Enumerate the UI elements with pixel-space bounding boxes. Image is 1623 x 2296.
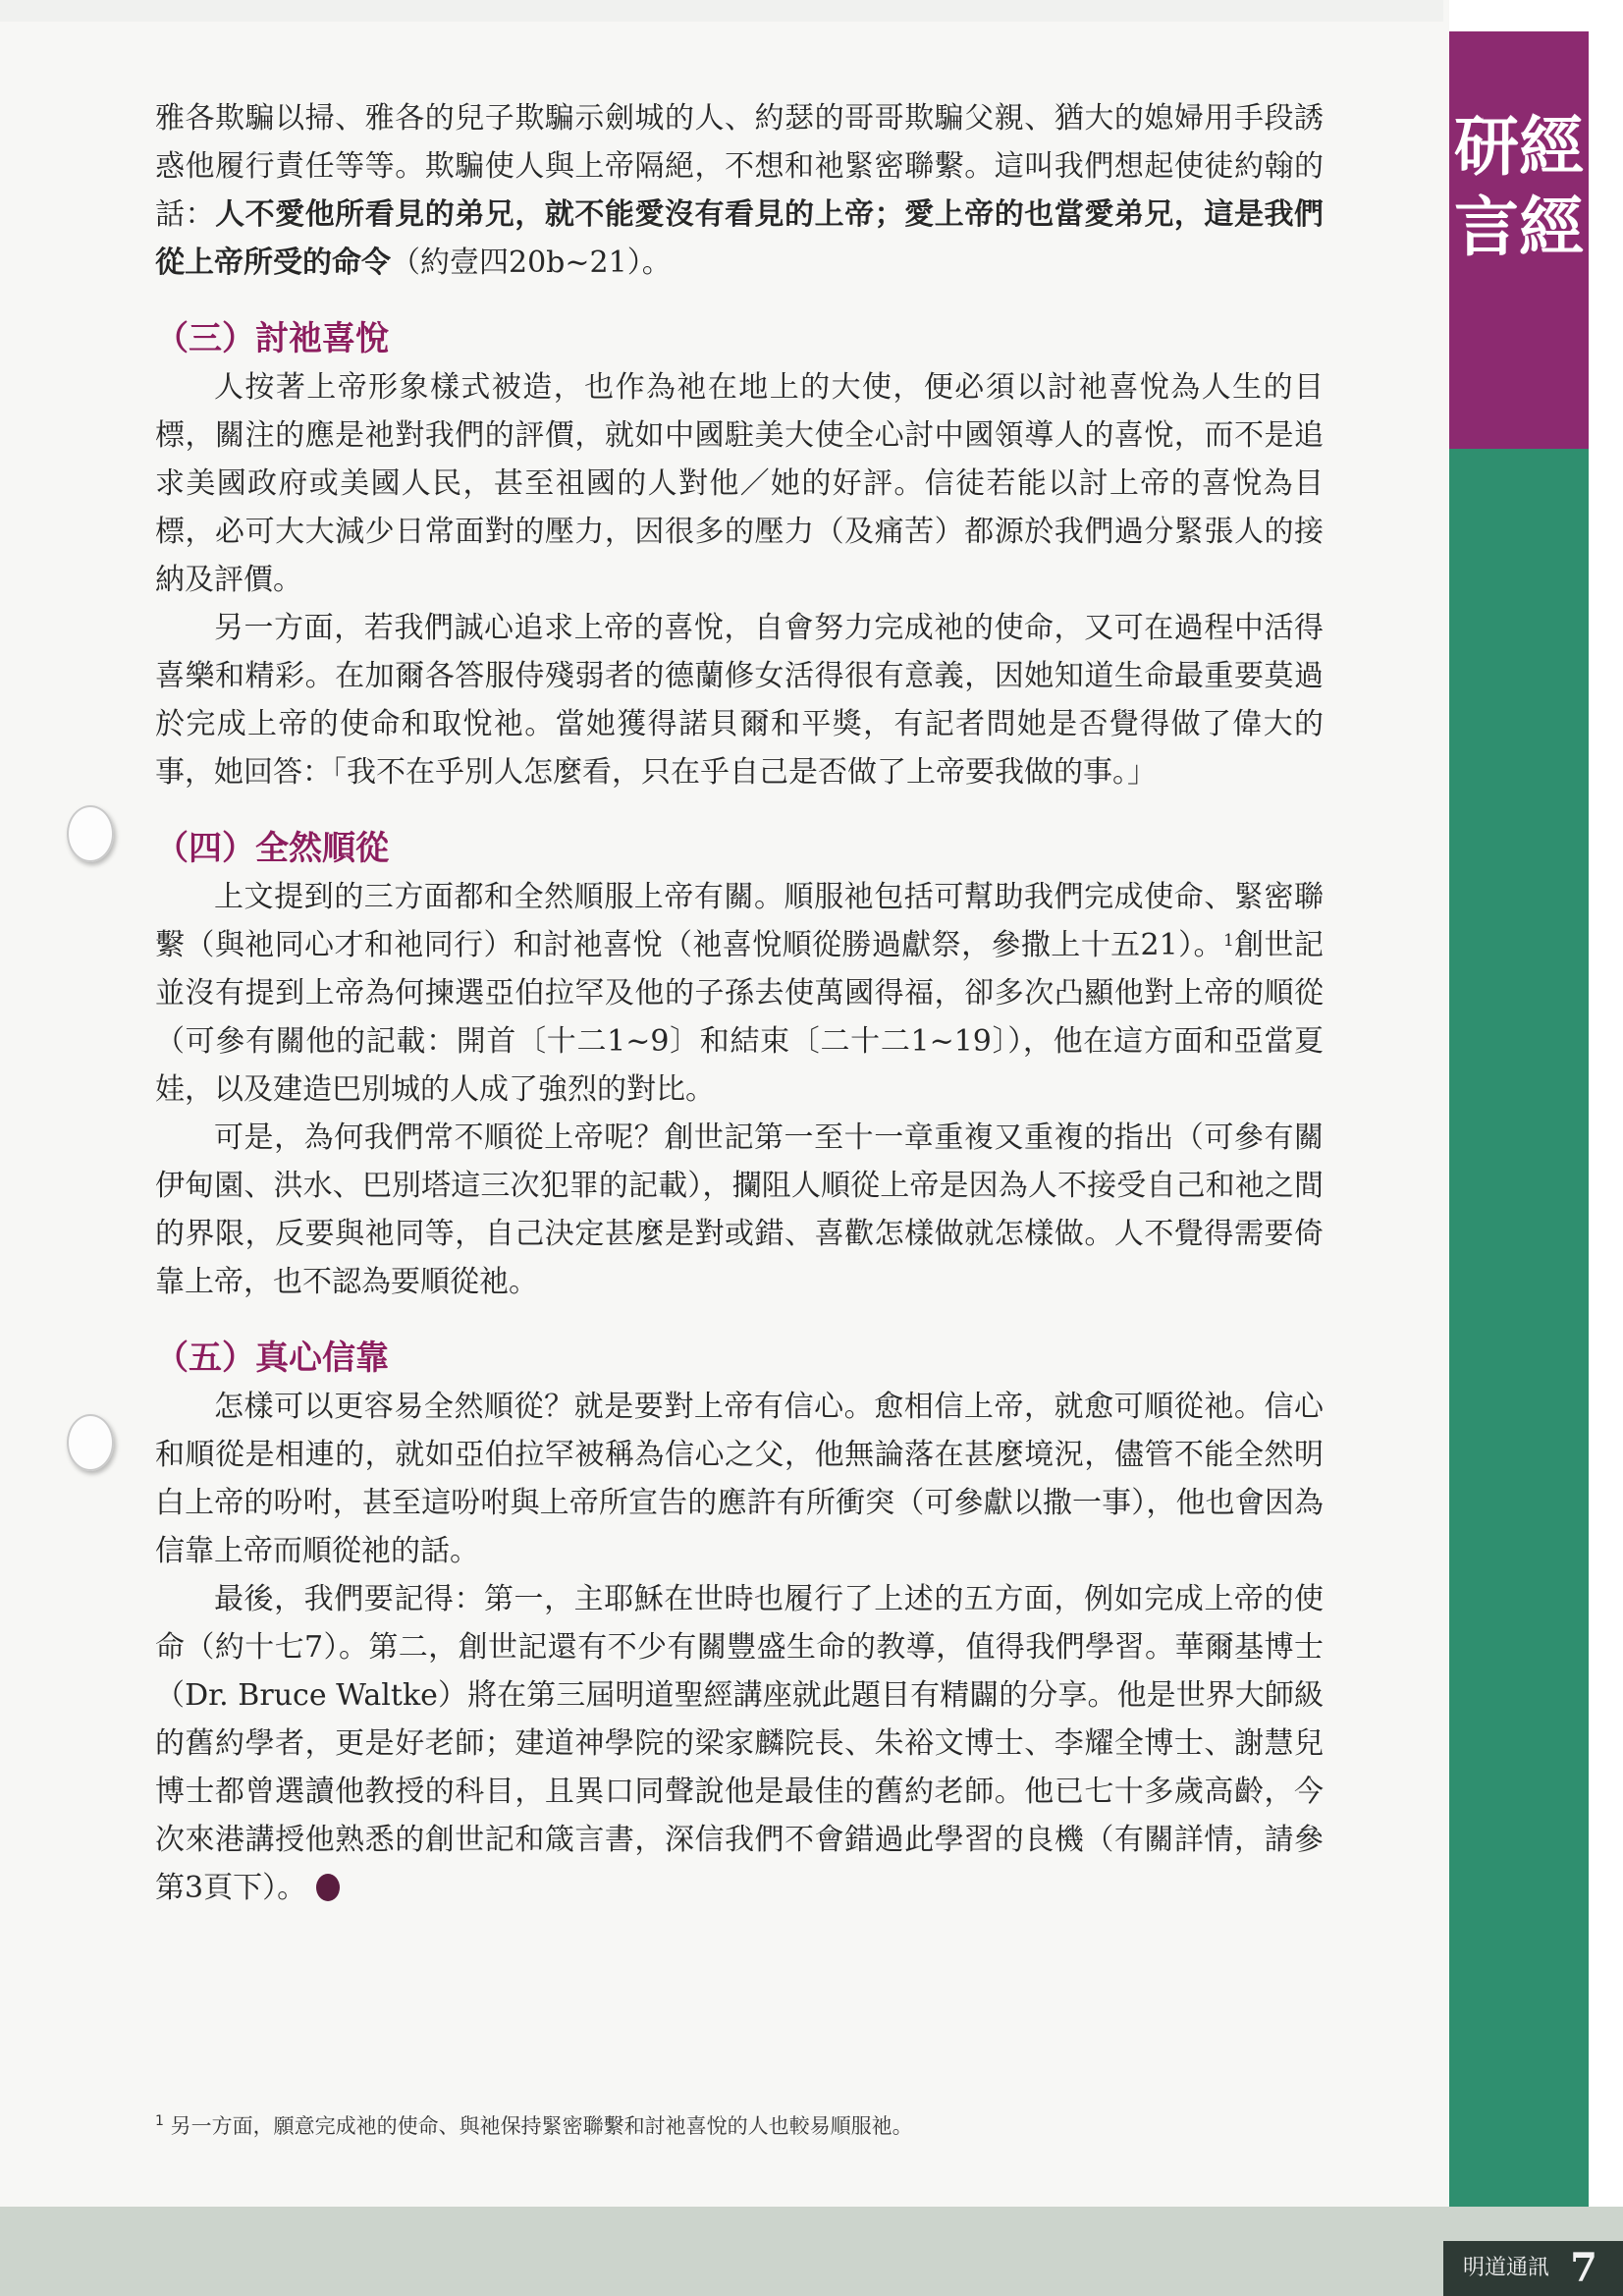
binder-hole	[67, 1414, 114, 1471]
footnote-marker: 1	[1222, 931, 1234, 951]
section4-paragraph-2: 可是，為何我們常不順從上帝呢？創世記第一至十一章重複又重複的指出（可參有關伊甸園、洪水、巴別塔這三次犯罪的記載），攔阻人順從上帝是因為人不接受自己和祂之間的界限，反要與祂同等，自己決定甚麼是對或錯、喜歡怎樣做就怎樣做。人不覺得需要倚靠上帝，也不認為要順從祂。	[155, 1121, 1324, 1299]
section3-paragraph-2: 另一方面，若我們誠心追求上帝的喜悅，自會努力完成祂的使命，又可在過程中活得喜樂和精彩。在加爾各答服侍殘弱者的德蘭修女活得很有意義，因她知道生命最重要莫過於完成上帝的使命和取悅祂。當她獲得諾貝爾和平獎，有記者問她是否覺得做了偉大的事，她回答：「我不在乎別人怎麼看，只在乎自己是否做了上帝要我做的事。」	[155, 611, 1324, 790]
intro-text: 雅各欺騙以掃、雅各的兒子欺騙示劍城的人、約瑟的哥哥欺騙父親、猶大的媳婦用手段誘惑他履行責任等等。欺騙使人與上帝隔絕，不想和祂緊密聯繫。這叫我們想起使徒約翰的話：	[155, 101, 1324, 232]
section-heading-4: （四）全然順從	[155, 829, 389, 868]
article-body	[155, 94, 1324, 1912]
top-strip	[0, 0, 1443, 22]
section4-paragraph-1a: 上文提到的三方面都和全然順服上帝有關。順服祂包括可幫助我們完成使命、緊密聯繫（與祂同心才和祂同行）和討祂喜悅（祂喜悅順從勝過獻祭，參撒上十五21）。	[155, 880, 1324, 962]
section-heading-3: （三）討祂喜悅	[155, 319, 389, 358]
section-tab-label: 研經言經	[1449, 31, 1589, 449]
section4-paragraph-1b: 創世記並沒有提到上帝為何揀選亞伯拉罕及他的子孫去使萬國得福，卻多次凸顯他對上帝的順從（可參有關他的記載：開首〔十二1~9〕和結束〔二十二1~19〕），他在這方面和亞當夏娃，以及建造巴別城的人成了強烈的對比。	[155, 928, 1324, 1107]
footer-band	[0, 2207, 1623, 2296]
section5-paragraph-2	[155, 1575, 1324, 1912]
page-number: 7	[1570, 2245, 1597, 2291]
binder-hole	[67, 805, 114, 862]
scripture-quote: 人不愛他所看見的弟兄，就不能愛沒有看見的上帝；愛上帝的也當愛弟兄，這是我們從上帝所受的命令	[155, 197, 1325, 280]
publication-name: 明道通訊	[1463, 2256, 1550, 2280]
end-mark-icon	[316, 1874, 340, 1901]
footnote-text: 另一方面，願意完成祂的使命、與祂保持緊密聯繫和討祂喜悅的人也較易順服祂。	[170, 2114, 913, 2138]
intro-paragraph	[155, 94, 1324, 287]
footer-publication-box	[1443, 2241, 1623, 2296]
section5-paragraph-2-text: 最後，我們要記得：第一，主耶穌在世時也履行了上述的五方面，例如完成上帝的使命（約十七7）。第二，創世記還有不少有關豐盛生命的教導，值得我們學習。華爾基博士（Dr. Bruce Waltke）將在第三屆明道聖經講座就此題目有精闢的分享。他是世界大師級的舊約學者，更是好老師；建道神學院的梁家麟院長、朱裕文博士、李耀全博士、謝慧兒博士都曾選讀他教授的科目，且異口同聲說他是最佳的舊約老師。他已七十多歲高齡，今次來港講授他熟悉的創世記和箴言書，深信我們不會錯過此學習的良機（有關詳情，請參第3頁下）。	[155, 1582, 1324, 1905]
footnote-number: 1	[155, 2113, 164, 2129]
section5-paragraph-1: 怎樣可以更容易全然順從？就是要對上帝有信心。愈相信上帝，就愈可順從祂。信心和順從是相連的，就如亞伯拉罕被稱為信心之父，他無論落在甚麼境況，儘管不能全然明白上帝的吩咐，甚至這吩咐與上帝所宣告的應許有所衝突（可參獻以撒一事），他也會因為信靠上帝而順從祂的話。	[155, 1390, 1324, 1568]
footnote	[155, 2111, 1324, 2141]
section4-paragraph-1	[155, 873, 1324, 1114]
section-heading-5: （五）真心信靠	[155, 1339, 389, 1378]
scripture-ref: （約壹四20b~21）。	[391, 246, 672, 280]
section3-paragraph-1: 人按著上帝形象樣式被造，也作為祂在地上的大使，便必須以討祂喜悅為人生的目標，關注的應是祂對我們的評價，就如中國駐美大使全心討中國領導人的喜悅，而不是追求美國政府或美國人民，甚至祖國的人對他／她的好評。信徒若能以討上帝的喜悅為目標，必可大大減少日常面對的壓力，因很多的壓力（及痛苦）都源於我們過分緊張人的接納及評價。	[155, 370, 1324, 597]
side-green-bar	[1449, 449, 1589, 2207]
